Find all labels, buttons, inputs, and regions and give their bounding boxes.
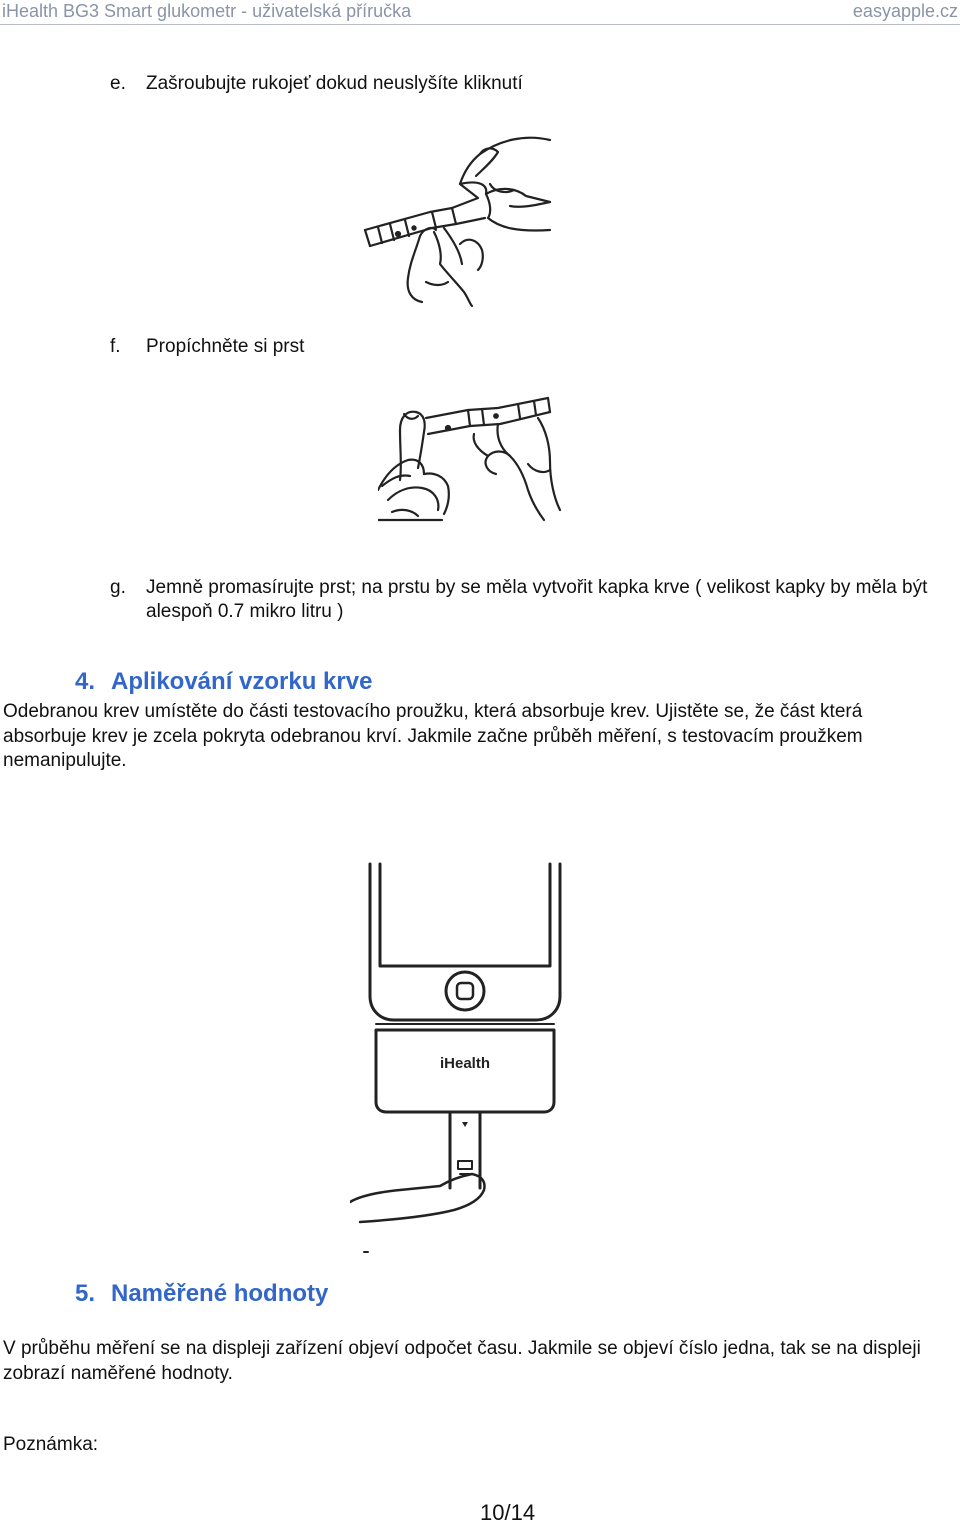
step-e	[110, 72, 523, 96]
document-title: iHealth BG3 Smart glukometr - uživatelská příručka	[2, 1, 412, 21]
step-g	[110, 576, 946, 624]
step-label: f.	[110, 336, 121, 357]
glucometer-phone-illustration	[350, 858, 580, 1258]
home-button-icon	[446, 972, 484, 1010]
section-number: 5.	[75, 1280, 96, 1307]
step-label: e.	[110, 73, 126, 94]
section-heading-5	[75, 1280, 328, 1308]
step-label: g.	[110, 577, 126, 598]
brand-logo-text: iHealth	[439, 1055, 491, 1072]
finger-prick-illustration	[378, 390, 564, 525]
header-divider	[0, 24, 960, 25]
page-number: 10/14	[480, 1500, 536, 1525]
section-title: Aplikování vzorku krve	[111, 668, 373, 695]
page-header	[0, 0, 960, 22]
site-name: easyapple.cz	[852, 1, 958, 21]
step-text: Zašroubujte rukojeť dokud neuslyšíte kliknutí	[146, 73, 523, 94]
section-5-body: V průběhu měření se na displeji zařízení objeví odpočet času. Jakmile se objeví číslo jedna, tak se na displeji zobrazí naměřené hodnoty.	[3, 1338, 921, 1384]
note-label: Poznámka:	[3, 1434, 99, 1455]
section-title: Naměřené hodnoty	[111, 1280, 329, 1307]
lancet-twist-illustration	[360, 132, 560, 307]
step-f	[110, 335, 304, 359]
section-heading-4	[75, 668, 372, 696]
step-text: Jemně promasírujte prst; na prstu by se měla vytvořit kapka krve ( velikost kapky by měla být alespoň 0.7 mikro litru )	[146, 577, 928, 622]
section-4-body: Odebranou krev umístěte do části testovacího proužku, která absorbuje krev. Ujistěte se, že část která absorbuje krev je zcela pokryta odebranou krví. Jakmile začne průběh měření, s testovacím proužkem nemanipulujte.	[3, 701, 863, 771]
section-number: 4.	[75, 668, 96, 695]
step-text: Propíchněte si prst	[146, 336, 305, 357]
